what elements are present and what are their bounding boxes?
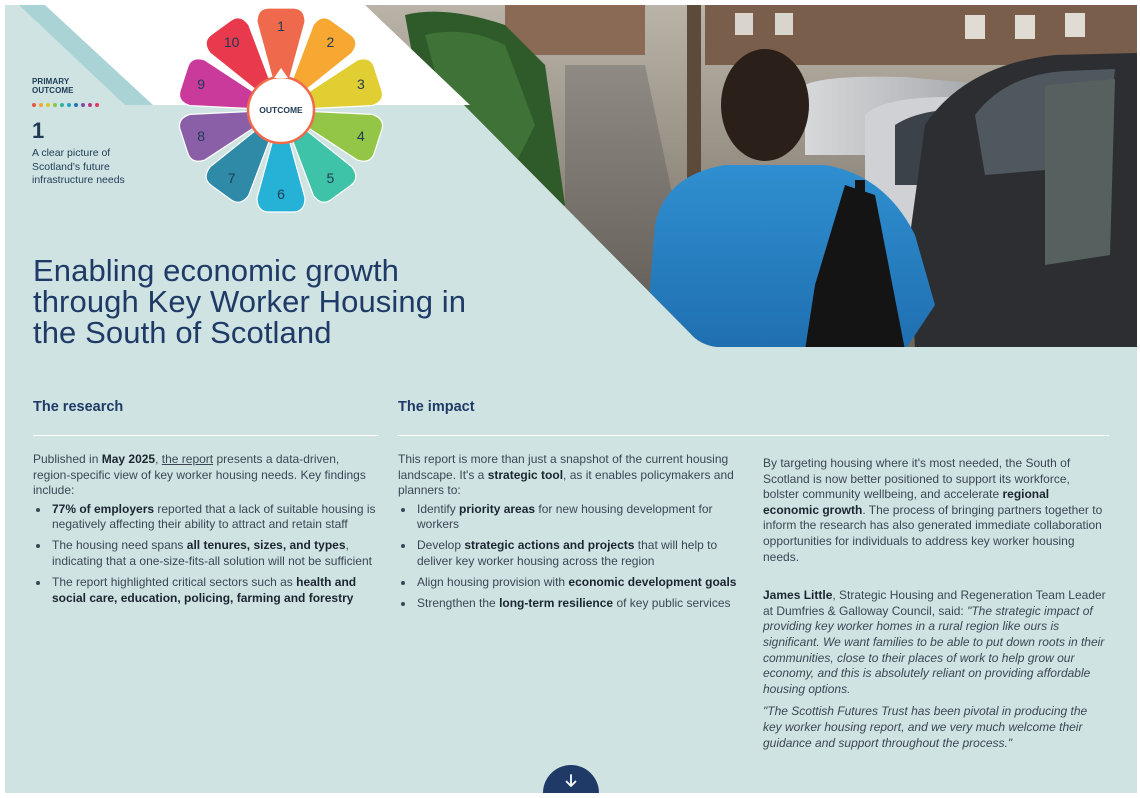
petal-number: 3 (356, 76, 365, 93)
scroll-down-button[interactable] (543, 765, 599, 793)
page (5, 5, 1137, 793)
impact-paragraph: By targeting housing where it's most needed, the South of Scotland is now better positioned to support its workforce, bolster community wellbeing, and accelerate regional economic growth. The process of bringing partners together to inform the research has also generated immediate collaboration opportunities for individuals to address key worker housing needs. (763, 456, 1103, 564)
page-title: Enabling economic growth through Key Worker Housing in the South of Scotland (33, 253, 467, 350)
outcome-center-label: OUTCOME (259, 105, 303, 115)
color-dot (60, 103, 64, 107)
petal-number: 10 (223, 34, 240, 51)
color-dot (95, 103, 99, 107)
list-item: Develop strategic actions and projects that will help to deliver key worker housing across the region (398, 538, 743, 569)
petal-number: 6 (277, 186, 285, 202)
research-findings-list (33, 502, 378, 607)
arrow-down-icon (565, 774, 577, 788)
impact-column (398, 452, 743, 617)
petal-number: 7 (227, 169, 236, 186)
research-column (33, 452, 378, 612)
petal-number: 4 (356, 127, 365, 144)
research-divider (33, 435, 378, 436)
petal-number: 1 (277, 18, 285, 34)
impact-heading: The impact (398, 399, 475, 415)
impact-intro: This report is more than just a snapshot of the current housing landscape. It's a strategic tool, as it enables policymakers and planners to: (398, 452, 734, 498)
primary-outcome-label: PRIMARY OUTCOME (32, 77, 74, 95)
color-dot (46, 103, 50, 107)
list-item: The report highlighted critical sectors such as health and social care, education, policing, farming and forestry (33, 575, 378, 606)
outcome-wheel (173, 5, 393, 220)
list-item: Strengthen the long-term resilience of key public services (398, 596, 743, 612)
petal-number: 9 (197, 76, 206, 93)
outcome-color-dots (32, 103, 99, 107)
quote-paragraph-2: "The Scottish Futures Trust has been pivotal in producing the key worker housing report, and we very much welcome their guidance and support throughout the process." (763, 704, 1088, 750)
color-dot (67, 103, 71, 107)
color-dot (53, 103, 57, 107)
impact-column-continued (763, 456, 1108, 751)
petal-number: 5 (326, 169, 335, 186)
petal-number: 8 (197, 127, 206, 144)
impact-actions-list (398, 502, 743, 612)
list-item: The housing need spans all tenures, sizes, and types, indicating that a one-size-fits-all solution will not be sufficient (33, 538, 378, 569)
petal-number: 2 (326, 34, 335, 51)
outcome-description: A clear picture of Scotland's future infrastructure needs (32, 147, 125, 186)
research-intro: Published in May 2025, the report presents a data-driven, region-specific view of key worker housing needs. Key findings include: (33, 452, 366, 498)
quote-paragraph: James Little, Strategic Housing and Regeneration Team Leader at Dumfries & Galloway Council, said: "The strategic impact of providing key worker homes in a rural region like ours is significant. We want families to be able to put down roots in their communities, close to their places of work to help grow our economy, and this is absolutely reliant on providing affordable housing options. (763, 588, 1106, 696)
list-item: Align housing provision with economic development goals (398, 575, 743, 591)
impact-divider (398, 435, 1109, 436)
color-dot (32, 103, 36, 107)
color-dot (88, 103, 92, 107)
research-heading: The research (33, 399, 124, 415)
outcome-number: 1 (32, 118, 45, 143)
color-dot (81, 103, 85, 107)
color-dot (74, 103, 78, 107)
list-item: 77% of employers reported that a lack of suitable housing is negatively affecting their ability to attract and retain staff (33, 502, 378, 533)
color-dot (39, 103, 43, 107)
list-item: Identify priority areas for new housing development for workers (398, 502, 743, 533)
report-link[interactable]: the report (161, 452, 214, 466)
